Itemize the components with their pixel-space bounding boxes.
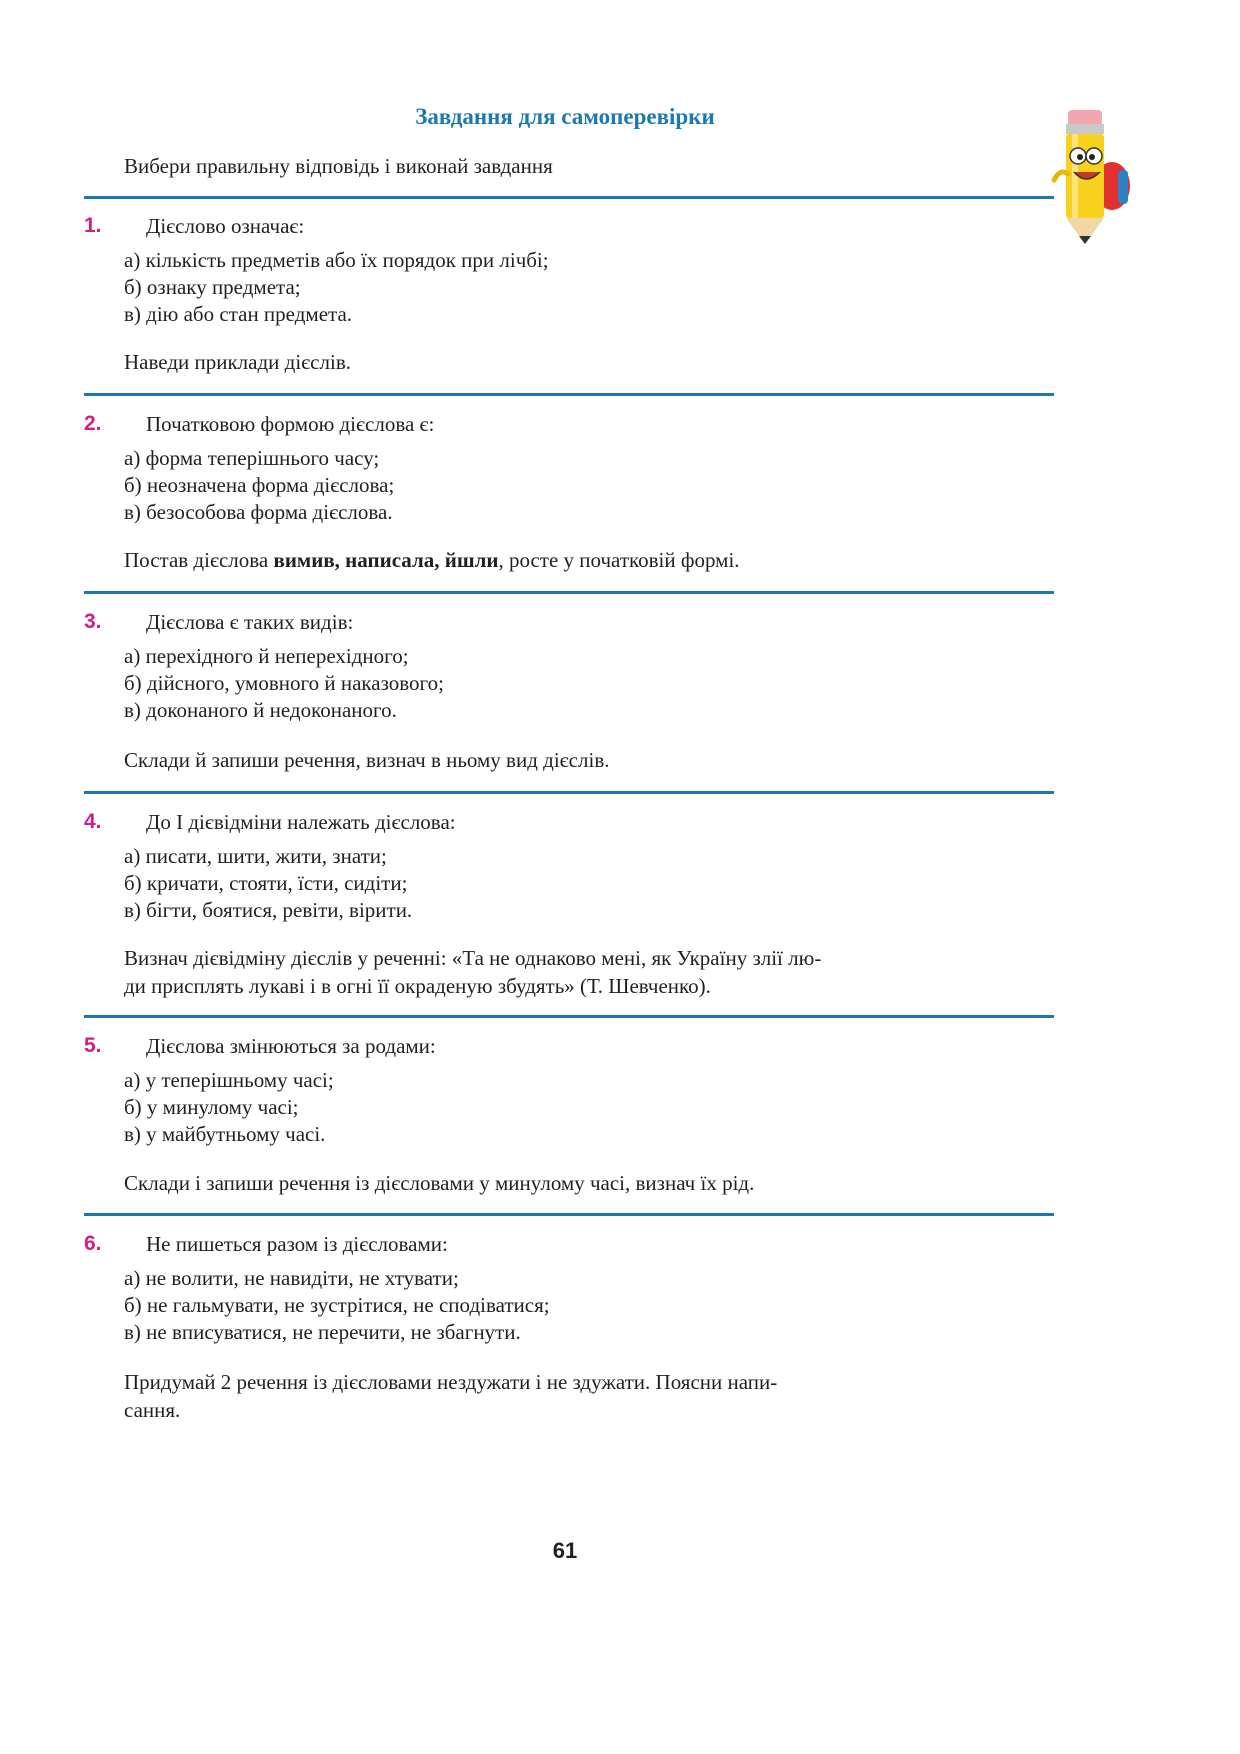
- answer-option: а) форма теперішнього часу;: [124, 446, 380, 470]
- follow-up-text: Постав дієслова: [124, 548, 274, 572]
- task-question: До І дієвідміни належать дієслова:: [146, 810, 456, 834]
- page-title: Завдання для самоперевірки: [415, 104, 715, 129]
- answer-options: [124, 445, 394, 526]
- answer-option: в) дію або стан предмета.: [124, 302, 353, 326]
- task-number: 5.: [84, 1034, 102, 1057]
- answer-option: в) доконаного й недоконаного.: [124, 698, 397, 722]
- section-divider: [84, 1015, 1054, 1018]
- answer-option: а) перехідного й неперехідного;: [124, 644, 409, 668]
- follow-up-line: сання.: [124, 1398, 181, 1422]
- follow-up-task: [124, 348, 984, 376]
- answer-option: б) кричати, стояти, їсти, сидіти;: [124, 871, 408, 895]
- answer-options: [124, 843, 412, 924]
- answer-option: б) неозначена форма дієслова;: [124, 473, 395, 497]
- section-divider: [84, 1213, 1054, 1216]
- task-number: 1.: [84, 214, 102, 237]
- section-divider: [84, 791, 1054, 794]
- follow-up-task: [124, 546, 984, 574]
- answer-option: б) не гальмувати, не зустрітися, не сподіватися;: [124, 1293, 550, 1317]
- pencil-mascot-icon: [1050, 108, 1140, 248]
- section-divider: [84, 196, 1054, 199]
- answer-option: б) у минулому часі;: [124, 1095, 299, 1119]
- section-divider: [84, 393, 1054, 396]
- task-question: Дієслова змінюються за родами:: [146, 1034, 436, 1058]
- task-question: Не пишеться разом із дієсловами:: [146, 1232, 448, 1256]
- answer-option: б) ознаку предмета;: [124, 275, 301, 299]
- answer-option: в) у майбутньому часі.: [124, 1122, 326, 1146]
- answer-options: [124, 1067, 334, 1148]
- follow-up-text: , росте у початковій формі.: [498, 548, 740, 572]
- follow-up-line: [124, 546, 984, 574]
- answer-option: б) дійсного, умовного й наказового;: [124, 671, 444, 695]
- follow-up-task: [124, 944, 984, 1000]
- answer-options: [124, 247, 549, 328]
- task-question: Дієслова є таких видів:: [146, 610, 354, 634]
- task-number: 6.: [84, 1232, 102, 1255]
- section-divider: [84, 591, 1054, 594]
- answer-options: [124, 1265, 550, 1346]
- answer-option: а) не волити, не навидіти, не хтувати;: [124, 1266, 459, 1290]
- follow-up-task: [124, 1169, 984, 1197]
- instructions: Вибери правильну відповідь і виконай завдання: [124, 154, 553, 178]
- answer-option: а) писати, шити, жити, знати;: [124, 844, 387, 868]
- follow-up-line: Визнач дієвідміну дієслів у реченні: «Та не однаково мені, як Україну злії лю-: [124, 946, 822, 970]
- answer-option: в) не вписуватися, не перечити, не збагнути.: [124, 1320, 521, 1344]
- follow-up-line: Склади і запиши речення із дієсловами у минулому часі, визнач їх рід.: [124, 1171, 755, 1195]
- follow-up-task: [124, 1368, 984, 1424]
- follow-up-line: ди присплять лукаві і в огні її окраденую збудять» (Т. Шевченко).: [124, 974, 711, 998]
- follow-up-line: Склади й запиши речення, визнач в ньому вид дієслів.: [124, 748, 610, 772]
- answer-option: а) кількість предметів або їх порядок при лічбі;: [124, 248, 549, 272]
- answer-option: а) у теперішньому часі;: [124, 1068, 334, 1092]
- task-number: 2.: [84, 412, 102, 435]
- highlighted-verbs: вимив, написала, йшли: [273, 548, 499, 572]
- task-number: 3.: [84, 610, 102, 633]
- answer-options: [124, 643, 444, 724]
- answer-option: в) безособова форма дієслова.: [124, 500, 393, 524]
- follow-up-line: Придумай 2 речення із дієсловами нездужати і не здужати. Поясни напи-: [124, 1370, 778, 1394]
- follow-up-task: [124, 746, 984, 774]
- answer-option: в) бігти, боятися, ревіти, вірити.: [124, 898, 413, 922]
- follow-up-line: Наведи приклади дієслів.: [124, 350, 351, 374]
- page-number: 61: [552, 1538, 578, 1563]
- task-number: 4.: [84, 810, 102, 833]
- task-question: Дієслово означає:: [146, 214, 305, 238]
- task-question: Початковою формою дієслова є:: [146, 412, 435, 436]
